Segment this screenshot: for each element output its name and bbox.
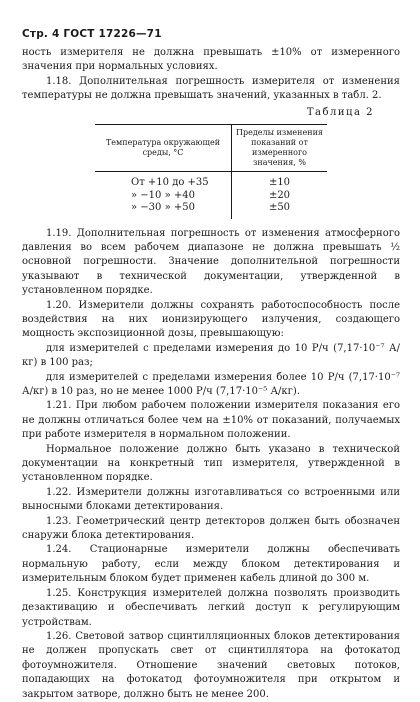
clause-1-21: 1.21. При любом рабочем положении измерителя показания его не должны отличаться более чем на ±10% от показаний, получаемых при работе измерителя в нормальном положении.: [22, 400, 400, 441]
clause-1-19: 1.19. Дополнительная погрешность от изменения атмосферного давления во всем рабочем диапазоне не должна превышать ½ основной погрешности. Значение дополнительной погрешности указывают в технической документации, утвержденной в установленном порядке.: [22, 227, 400, 297]
page-header: Стр. 4 ГОСТ 17226—71: [22, 28, 162, 40]
table-cell-limit: ±20: [268, 189, 291, 201]
table-header-limits: Пределы изменения показаний от измеренного значения, %: [232, 125, 328, 172]
table-cell-limit: ±10: [268, 177, 291, 189]
table-row: [95, 202, 327, 219]
table-row: [95, 190, 327, 203]
clause-1-23: 1.23. Геометрический центр детекторов должен быть обозначен снаружи блока детектирования.: [22, 515, 400, 542]
clause-1-26: 1.26. Световой затвор сцинтилляционных блоков детектирования не должен пропускать свет от сцинтиллятора на фотокатод фотоумножителя. Отношение значений световых потоков, попадающих на фотокатод фотоумножителя при открытом и закрытом затворе, должно быть не менее 200.: [22, 630, 400, 700]
clause-1-21-note: Нормальное положение должно быть указано в технической документации на конкретный тип измерителя, утвержденной в установленном порядке.: [22, 443, 400, 484]
clause-1-25: 1.25. Конструкция измерителей должна позволять производить дезактивацию и обеспечивать легкий доступ к регулирующим устройствам.: [22, 587, 400, 628]
clause-1-22: 1.22. Измерители должны изготавливаться со встроенными или выносными блоками детектирования.: [22, 486, 400, 513]
document-body: [22, 46, 400, 702]
clause-1-20-item-a: для измерителей с пределами измерения до 10 Р/ч (7,17·10⁻⁷ А/кг) в 100 раз;: [22, 342, 400, 369]
table-caption: Таблица 2: [306, 106, 374, 118]
table-cell-temperature: » −30 » +50: [95, 202, 232, 219]
clause-1-20-item-b: для измерителей с пределами измерения более 10 Р/ч (7,17·10⁻⁷ А/кг) в 10 раз, но не менее 1000 Р/ч (7,17·10⁻⁵ А/кг).: [22, 371, 400, 397]
clause-1-18: 1.18. Дополнительная погрешность измерителя от изменения температуры не должна превышать значений, указанных в табл. 2.: [22, 75, 400, 102]
table-row: [95, 172, 327, 190]
paragraph-continuation: ность измерителя не должна превышать ±10% от измеренного значения при нормальных условиях.: [22, 47, 400, 73]
table-header-temperature: Температура окружающей среды, °C: [95, 125, 232, 172]
clause-1-24: 1.24. Стационарные измерители должны обеспечивать нормальную работу, если между блоком детектирования и измерительным блоком будет применен кабель длиной до 300 м.: [22, 544, 400, 585]
temperature-error-table: [95, 124, 327, 219]
table-cell-temperature: От +10 до +35: [95, 172, 232, 190]
clause-1-20: 1.20. Измерители должны сохранять работоспособность после воздействия на них ионизирующего излучения, создающего мощность экспозиционной дозы, превышающую:: [22, 299, 400, 340]
table-cell-temperature: » −10 » +40: [95, 190, 232, 203]
table-cell-limit: ±50: [268, 202, 291, 214]
